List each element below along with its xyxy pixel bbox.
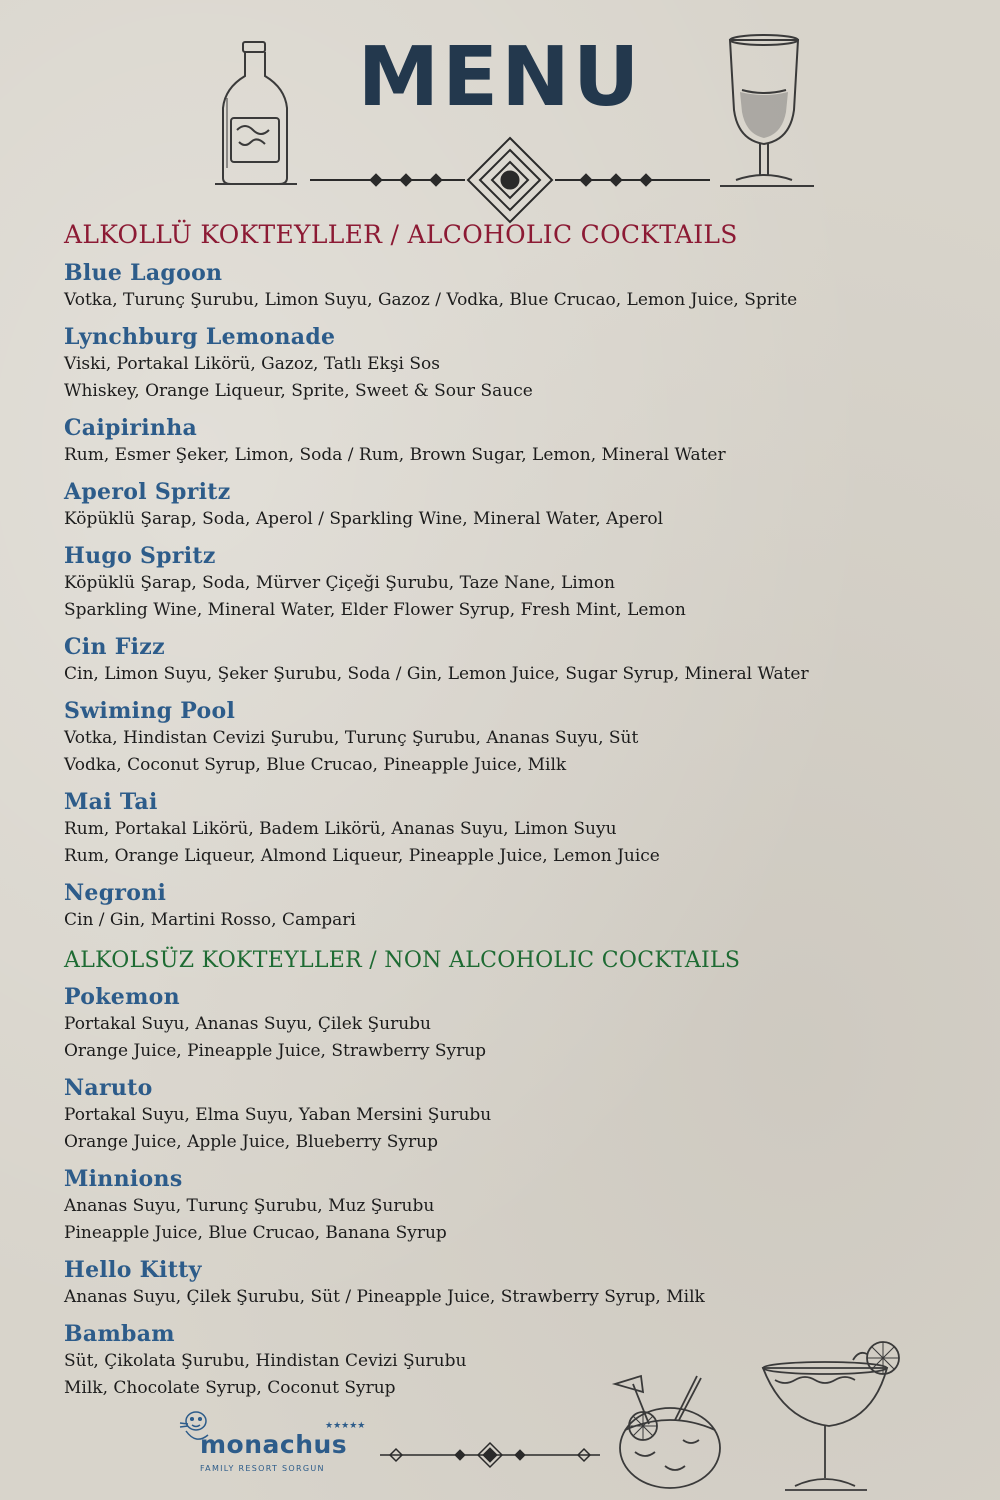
cocktail-item xyxy=(64,259,964,314)
logo-subtitle: FAMILY RESORT SORGUN xyxy=(200,1464,325,1473)
cocktail-ingredients: Rum, Portakal Likörü, Badem Likörü, Ananas Suyu, Limon Suyu xyxy=(64,819,617,839)
cocktail-ingredients: Portakal Suyu, Ananas Suyu, Çilek Şurubu xyxy=(64,1014,431,1034)
cocktail-ingredients: Orange Juice, Pineapple Juice, Strawberry Syrup xyxy=(64,1041,487,1061)
cocktail-ingredients: Sparkling Wine, Mineral Water, Elder Flower Syrup, Fresh Mint, Lemon xyxy=(64,600,686,620)
cocktail-ingredients: Milk, Chocolate Syrup, Coconut Syrup xyxy=(64,1378,396,1398)
cocktail-item xyxy=(64,697,964,779)
logo-name: monachus xyxy=(200,1430,348,1459)
cocktail-ingredients: Votka, Hindistan Cevizi Şurubu, Turunç Şurubu, Ananas Suyu, Süt xyxy=(64,728,639,748)
cocktail-name: Bambam xyxy=(64,1321,175,1347)
menu-header xyxy=(0,0,1000,225)
cocktail-ingredients: Votka, Turunç Şurubu, Limon Suyu, Gazoz / Vodka, Blue Crucao, Lemon Juice, Sprite xyxy=(64,290,798,310)
cocktail-item xyxy=(64,983,964,1065)
cocktail-name: Blue Lagoon xyxy=(64,260,223,286)
cocktail-ingredients: Orange Juice, Apple Juice, Blueberry Syrup xyxy=(64,1132,438,1152)
cocktail-ingredients: Whiskey, Orange Liqueur, Sprite, Sweet & Sour Sauce xyxy=(64,381,533,401)
cocktail-ingredients: Cin / Gin, Martini Rosso, Campari xyxy=(64,910,356,930)
cocktail-name: Mai Tai xyxy=(64,789,158,815)
cocktail-name: Hello Kitty xyxy=(64,1257,202,1283)
cocktail-item xyxy=(64,1256,964,1311)
cocktail-name: Caipirinha xyxy=(64,415,198,441)
menu-content xyxy=(64,220,964,1411)
cocktail-item xyxy=(64,478,964,533)
cocktail-name: Lynchburg Lemonade xyxy=(64,324,336,350)
cocktail-item xyxy=(64,323,964,405)
coconut-drink-illustration xyxy=(605,1370,735,1495)
margarita-illustration xyxy=(755,1340,915,1495)
cocktail-name: Minnions xyxy=(64,1166,183,1192)
cocktail-ingredients: Ananas Suyu, Turunç Şurubu, Muz Şurubu xyxy=(64,1196,435,1216)
cocktail-ingredients: Süt, Çikolata Şurubu, Hindistan Cevizi Şurubu xyxy=(64,1351,467,1371)
alcoholic-section-title: ALKOLLÜ KOKTEYLLER / ALCOHOLIC COCKTAILS xyxy=(64,220,738,249)
cocktail-ingredients: Vodka, Coconut Syrup, Blue Crucao, Pineapple Juice, Milk xyxy=(64,755,567,775)
logo-stars: ★★★★★ xyxy=(325,1421,366,1431)
cocktail-name: Naruto xyxy=(64,1075,153,1101)
cocktail-item xyxy=(64,542,964,624)
cocktail-name: Hugo Spritz xyxy=(64,543,216,569)
cocktail-ingredients: Viski, Portakal Likörü, Gazoz, Tatlı Ekşi Sos xyxy=(64,354,441,374)
cocktail-item xyxy=(64,788,964,870)
cocktail-ingredients: Köpüklü Şarap, Soda, Aperol / Sparkling Wine, Mineral Water, Aperol xyxy=(64,509,664,529)
wine-glass-illustration xyxy=(710,30,820,200)
cocktail-ingredients: Ananas Suyu, Çilek Şurubu, Süt / Pineapple Juice, Strawberry Syrup, Milk xyxy=(64,1287,705,1307)
cocktail-name: Pokemon xyxy=(64,984,180,1010)
cocktail-item xyxy=(64,1074,964,1156)
cocktail-item xyxy=(64,633,964,688)
non-alcoholic-section-title: ALKOLSÜZ KOKTEYLLER / NON ALCOHOLIC COCKTAILS xyxy=(64,948,741,973)
cocktail-ingredients: Portakal Suyu, Elma Suyu, Yaban Mersini Şurubu xyxy=(64,1105,492,1125)
ornament-divider-top xyxy=(310,135,710,225)
cocktail-name: Negroni xyxy=(64,880,167,906)
cocktail-item xyxy=(64,414,964,469)
cocktail-name: Cin Fizz xyxy=(64,634,165,660)
alcoholic-cocktail-list xyxy=(64,259,964,934)
cocktail-name: Swiming Pool xyxy=(64,698,236,724)
cocktail-name: Aperol Spritz xyxy=(64,479,231,505)
cocktail-ingredients: Pineapple Juice, Blue Crucao, Banana Syrup xyxy=(64,1223,447,1243)
page-title: MENU xyxy=(357,30,643,125)
cocktail-item xyxy=(64,1165,964,1247)
cocktail-ingredients: Köpüklü Şarap, Soda, Mürver Çiçeği Şurubu, Taze Nane, Limon xyxy=(64,573,616,593)
cocktail-item xyxy=(64,879,964,934)
cocktail-ingredients: Rum, Orange Liqueur, Almond Liqueur, Pineapple Juice, Lemon Juice xyxy=(64,846,660,866)
cocktail-ingredients: Cin, Limon Suyu, Şeker Şurubu, Soda / Gin, Lemon Juice, Sugar Syrup, Mineral Water xyxy=(64,664,809,684)
ornament-divider-bottom xyxy=(380,1440,600,1470)
cocktail-ingredients: Rum, Esmer Şeker, Limon, Soda / Rum, Brown Sugar, Lemon, Mineral Water xyxy=(64,445,726,465)
